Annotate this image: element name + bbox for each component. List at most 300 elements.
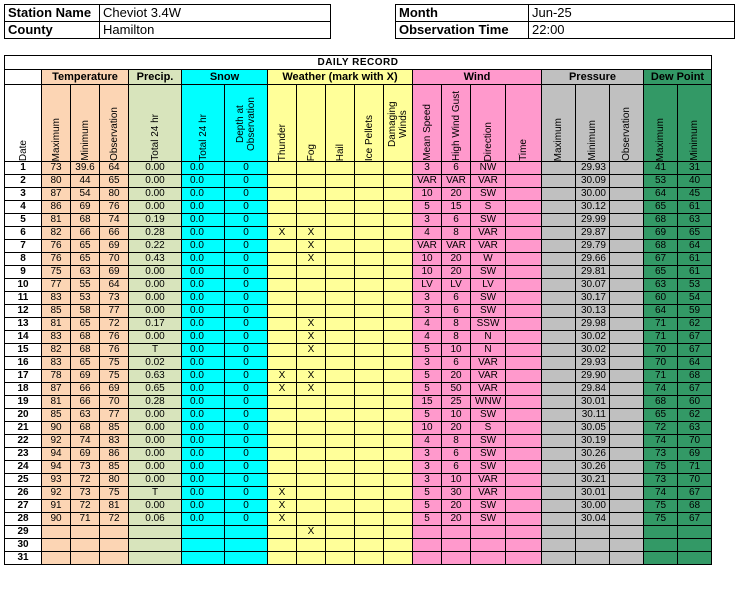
cell-mean-speed[interactable]: 3 <box>413 305 442 318</box>
cell-snow-total[interactable]: 0.0 <box>182 318 225 331</box>
cell-dewpoint-min[interactable]: 61 <box>678 201 712 214</box>
cell-temp-obs[interactable]: 83 <box>100 435 129 448</box>
cell-damaging-winds[interactable] <box>384 214 413 227</box>
cell-date[interactable]: 16 <box>5 357 42 370</box>
cell-fog[interactable] <box>297 487 326 500</box>
cell-pressure-obs[interactable] <box>610 435 644 448</box>
cell-thunder[interactable] <box>268 409 297 422</box>
cell-wind-gust[interactable]: 10 <box>442 474 471 487</box>
cell-damaging-winds[interactable] <box>384 474 413 487</box>
cell-temp-min[interactable]: 53 <box>71 292 100 305</box>
cell-temp-min[interactable]: 69 <box>71 448 100 461</box>
cell-temp-obs[interactable]: 85 <box>100 422 129 435</box>
cell-fog[interactable] <box>297 214 326 227</box>
cell-thunder[interactable] <box>268 253 297 266</box>
cell-temp-max[interactable]: 83 <box>42 357 71 370</box>
cell-precip[interactable]: 0.00 <box>129 422 182 435</box>
cell-damaging-winds[interactable] <box>384 292 413 305</box>
cell-ice-pellets[interactable] <box>355 162 384 175</box>
cell-dewpoint-max[interactable]: 70 <box>644 357 678 370</box>
cell-temp-obs[interactable]: 72 <box>100 318 129 331</box>
cell-precip[interactable]: 0.02 <box>129 357 182 370</box>
cell-dewpoint-max[interactable]: 73 <box>644 474 678 487</box>
cell-mean-speed[interactable]: 10 <box>413 188 442 201</box>
cell-snow-total[interactable]: 0.0 <box>182 175 225 188</box>
cell-temp-obs[interactable]: 69 <box>100 240 129 253</box>
cell-temp-min[interactable]: 66 <box>71 383 100 396</box>
cell-wind-direction[interactable]: S <box>471 201 506 214</box>
cell-temp-obs[interactable]: 69 <box>100 383 129 396</box>
cell-snow-total[interactable]: 0.0 <box>182 448 225 461</box>
cell-hail[interactable] <box>326 331 355 344</box>
cell-pressure-min[interactable]: 29.66 <box>576 253 610 266</box>
cell-temp-obs[interactable]: 85 <box>100 461 129 474</box>
cell-wind-gust[interactable]: LV <box>442 279 471 292</box>
cell-snow-total[interactable]: 0.0 <box>182 370 225 383</box>
cell-pressure-obs[interactable] <box>610 513 644 526</box>
cell-wind-time[interactable] <box>506 474 542 487</box>
cell-ice-pellets[interactable] <box>355 474 384 487</box>
cell-hail[interactable] <box>326 487 355 500</box>
cell-wind-time[interactable] <box>506 162 542 175</box>
cell-precip[interactable]: 0.22 <box>129 240 182 253</box>
cell-temp-obs[interactable]: 75 <box>100 357 129 370</box>
cell-snow-depth[interactable]: 0 <box>225 227 268 240</box>
cell-snow-depth[interactable]: 0 <box>225 240 268 253</box>
cell-temp-obs[interactable] <box>100 526 129 539</box>
cell-wind-time[interactable] <box>506 396 542 409</box>
cell-pressure-max[interactable] <box>542 435 576 448</box>
cell-mean-speed[interactable] <box>413 552 442 565</box>
cell-mean-speed[interactable]: 3 <box>413 214 442 227</box>
cell-wind-time[interactable] <box>506 513 542 526</box>
cell-temp-max[interactable]: 73 <box>42 162 71 175</box>
cell-pressure-obs[interactable] <box>610 357 644 370</box>
cell-wind-direction[interactable]: SW <box>471 409 506 422</box>
cell-wind-gust[interactable] <box>442 552 471 565</box>
cell-ice-pellets[interactable] <box>355 318 384 331</box>
cell-date[interactable]: 28 <box>5 513 42 526</box>
cell-dewpoint-max[interactable]: 74 <box>644 383 678 396</box>
cell-wind-direction[interactable]: SW <box>471 305 506 318</box>
cell-temp-obs[interactable]: 66 <box>100 227 129 240</box>
cell-thunder[interactable] <box>268 422 297 435</box>
cell-precip[interactable]: 0.00 <box>129 461 182 474</box>
cell-dewpoint-max[interactable]: 63 <box>644 279 678 292</box>
cell-wind-gust[interactable]: 8 <box>442 318 471 331</box>
cell-damaging-winds[interactable] <box>384 539 413 552</box>
cell-pressure-min[interactable]: 30.12 <box>576 201 610 214</box>
cell-wind-time[interactable] <box>506 227 542 240</box>
cell-temp-min[interactable]: 73 <box>71 461 100 474</box>
cell-snow-depth[interactable]: 0 <box>225 266 268 279</box>
cell-wind-gust[interactable]: 6 <box>442 214 471 227</box>
cell-mean-speed[interactable] <box>413 539 442 552</box>
cell-fog[interactable]: X <box>297 318 326 331</box>
cell-mean-speed[interactable]: 5 <box>413 513 442 526</box>
cell-pressure-obs[interactable] <box>610 370 644 383</box>
cell-wind-time[interactable] <box>506 552 542 565</box>
cell-mean-speed[interactable]: 10 <box>413 253 442 266</box>
cell-wind-gust[interactable]: 20 <box>442 500 471 513</box>
cell-mean-speed[interactable]: 5 <box>413 370 442 383</box>
cell-pressure-obs[interactable] <box>610 474 644 487</box>
cell-date[interactable]: 29 <box>5 526 42 539</box>
cell-dewpoint-max[interactable]: 64 <box>644 188 678 201</box>
cell-temp-obs[interactable]: 72 <box>100 513 129 526</box>
cell-wind-time[interactable] <box>506 201 542 214</box>
cell-pressure-max[interactable] <box>542 240 576 253</box>
cell-hail[interactable] <box>326 513 355 526</box>
cell-wind-gust[interactable]: 20 <box>442 370 471 383</box>
cell-temp-obs[interactable]: 76 <box>100 331 129 344</box>
cell-damaging-winds[interactable] <box>384 370 413 383</box>
cell-dewpoint-max[interactable]: 75 <box>644 461 678 474</box>
cell-wind-time[interactable] <box>506 435 542 448</box>
cell-damaging-winds[interactable] <box>384 383 413 396</box>
cell-date[interactable]: 2 <box>5 175 42 188</box>
cell-temp-min[interactable]: 55 <box>71 279 100 292</box>
cell-pressure-max[interactable] <box>542 331 576 344</box>
cell-damaging-winds[interactable] <box>384 227 413 240</box>
cell-wind-time[interactable] <box>506 383 542 396</box>
cell-wind-gust[interactable]: 25 <box>442 396 471 409</box>
cell-precip[interactable]: T <box>129 487 182 500</box>
cell-dewpoint-min[interactable]: 70 <box>678 474 712 487</box>
cell-snow-total[interactable]: 0.0 <box>182 396 225 409</box>
cell-snow-depth[interactable]: 0 <box>225 305 268 318</box>
cell-wind-gust[interactable]: 6 <box>442 305 471 318</box>
cell-temp-obs[interactable]: 74 <box>100 214 129 227</box>
cell-thunder[interactable] <box>268 214 297 227</box>
cell-date[interactable]: 30 <box>5 539 42 552</box>
cell-dewpoint-max[interactable] <box>644 526 678 539</box>
cell-date[interactable]: 15 <box>5 344 42 357</box>
cell-mean-speed[interactable]: 5 <box>413 487 442 500</box>
cell-pressure-min[interactable]: 29.93 <box>576 357 610 370</box>
cell-snow-depth[interactable]: 0 <box>225 487 268 500</box>
cell-date[interactable]: 26 <box>5 487 42 500</box>
cell-ice-pellets[interactable] <box>355 370 384 383</box>
cell-ice-pellets[interactable] <box>355 526 384 539</box>
cell-damaging-winds[interactable] <box>384 396 413 409</box>
cell-pressure-min[interactable]: 30.02 <box>576 344 610 357</box>
cell-hail[interactable] <box>326 214 355 227</box>
cell-wind-gust[interactable]: 8 <box>442 435 471 448</box>
cell-temp-min[interactable]: 69 <box>71 370 100 383</box>
cell-temp-max[interactable] <box>42 526 71 539</box>
cell-fog[interactable]: X <box>297 227 326 240</box>
cell-dewpoint-max[interactable]: 68 <box>644 396 678 409</box>
cell-wind-gust[interactable]: 20 <box>442 422 471 435</box>
cell-precip[interactable]: 0.65 <box>129 383 182 396</box>
cell-temp-obs[interactable]: 70 <box>100 396 129 409</box>
cell-dewpoint-min[interactable]: 67 <box>678 513 712 526</box>
cell-temp-min[interactable]: 39.6 <box>71 162 100 175</box>
cell-temp-min[interactable]: 71 <box>71 513 100 526</box>
cell-pressure-min[interactable]: 29.87 <box>576 227 610 240</box>
cell-hail[interactable] <box>326 448 355 461</box>
cell-precip[interactable]: 0.00 <box>129 162 182 175</box>
cell-pressure-max[interactable] <box>542 526 576 539</box>
cell-fog[interactable]: X <box>297 383 326 396</box>
cell-temp-obs[interactable]: 75 <box>100 370 129 383</box>
cell-mean-speed[interactable]: 4 <box>413 331 442 344</box>
cell-precip[interactable]: 0.28 <box>129 396 182 409</box>
cell-temp-obs[interactable]: 64 <box>100 279 129 292</box>
cell-precip[interactable]: 0.00 <box>129 201 182 214</box>
cell-pressure-min[interactable]: 30.01 <box>576 396 610 409</box>
cell-wind-gust[interactable]: 8 <box>442 331 471 344</box>
cell-ice-pellets[interactable] <box>355 266 384 279</box>
cell-temp-obs[interactable]: 73 <box>100 292 129 305</box>
cell-pressure-obs[interactable] <box>610 175 644 188</box>
cell-wind-gust[interactable]: 50 <box>442 383 471 396</box>
cell-snow-depth[interactable]: 0 <box>225 435 268 448</box>
cell-dewpoint-min[interactable]: 62 <box>678 318 712 331</box>
cell-hail[interactable] <box>326 344 355 357</box>
cell-pressure-min[interactable]: 30.09 <box>576 175 610 188</box>
cell-snow-depth[interactable]: 0 <box>225 318 268 331</box>
cell-fog[interactable] <box>297 162 326 175</box>
cell-damaging-winds[interactable] <box>384 487 413 500</box>
cell-dewpoint-min[interactable]: 65 <box>678 227 712 240</box>
cell-precip[interactable]: 0.00 <box>129 305 182 318</box>
cell-date[interactable]: 25 <box>5 474 42 487</box>
cell-fog[interactable]: X <box>297 526 326 539</box>
cell-temp-max[interactable]: 90 <box>42 422 71 435</box>
cell-pressure-min[interactable]: 30.26 <box>576 461 610 474</box>
cell-ice-pellets[interactable] <box>355 461 384 474</box>
cell-pressure-min[interactable]: 30.19 <box>576 435 610 448</box>
cell-ice-pellets[interactable] <box>355 331 384 344</box>
cell-wind-direction[interactable]: SW <box>471 266 506 279</box>
cell-precip[interactable]: 0.17 <box>129 318 182 331</box>
cell-precip[interactable]: 0.06 <box>129 513 182 526</box>
cell-pressure-max[interactable] <box>542 305 576 318</box>
cell-fog[interactable] <box>297 552 326 565</box>
cell-fog[interactable] <box>297 305 326 318</box>
cell-wind-direction[interactable]: VAR <box>471 357 506 370</box>
cell-temp-min[interactable]: 74 <box>71 435 100 448</box>
cell-snow-depth[interactable]: 0 <box>225 383 268 396</box>
cell-dewpoint-min[interactable]: 68 <box>678 370 712 383</box>
cell-pressure-min[interactable]: 29.99 <box>576 214 610 227</box>
cell-temp-min[interactable]: 72 <box>71 474 100 487</box>
cell-wind-direction[interactable]: N <box>471 344 506 357</box>
cell-pressure-max[interactable] <box>542 318 576 331</box>
cell-wind-time[interactable] <box>506 292 542 305</box>
cell-fog[interactable] <box>297 266 326 279</box>
cell-temp-obs[interactable]: 64 <box>100 162 129 175</box>
cell-hail[interactable] <box>326 396 355 409</box>
cell-dewpoint-max[interactable]: 75 <box>644 513 678 526</box>
cell-temp-max[interactable]: 81 <box>42 214 71 227</box>
cell-thunder[interactable] <box>268 175 297 188</box>
cell-dewpoint-max[interactable]: 75 <box>644 500 678 513</box>
cell-snow-depth[interactable]: 0 <box>225 422 268 435</box>
cell-temp-min[interactable]: 65 <box>71 357 100 370</box>
cell-pressure-obs[interactable] <box>610 344 644 357</box>
cell-ice-pellets[interactable] <box>355 357 384 370</box>
observation-time-value[interactable]: 22:00 <box>529 22 735 39</box>
cell-wind-time[interactable] <box>506 175 542 188</box>
cell-date[interactable]: 6 <box>5 227 42 240</box>
cell-pressure-max[interactable] <box>542 500 576 513</box>
cell-mean-speed[interactable]: 3 <box>413 448 442 461</box>
cell-thunder[interactable] <box>268 461 297 474</box>
cell-damaging-winds[interactable] <box>384 448 413 461</box>
cell-thunder[interactable] <box>268 435 297 448</box>
cell-thunder[interactable] <box>268 266 297 279</box>
cell-fog[interactable] <box>297 422 326 435</box>
cell-pressure-min[interactable]: 30.17 <box>576 292 610 305</box>
cell-dewpoint-max[interactable]: 74 <box>644 435 678 448</box>
cell-damaging-winds[interactable] <box>384 279 413 292</box>
cell-snow-depth[interactable] <box>225 552 268 565</box>
cell-fog[interactable] <box>297 448 326 461</box>
cell-temp-obs[interactable]: 81 <box>100 500 129 513</box>
cell-pressure-obs[interactable] <box>610 214 644 227</box>
cell-pressure-min[interactable]: 29.79 <box>576 240 610 253</box>
cell-pressure-obs[interactable] <box>610 539 644 552</box>
cell-mean-speed[interactable]: 15 <box>413 396 442 409</box>
cell-hail[interactable] <box>326 422 355 435</box>
cell-wind-gust[interactable]: 30 <box>442 487 471 500</box>
cell-temp-min[interactable]: 65 <box>71 253 100 266</box>
cell-dewpoint-min[interactable]: 67 <box>678 331 712 344</box>
cell-wind-gust[interactable]: VAR <box>442 175 471 188</box>
cell-pressure-max[interactable] <box>542 188 576 201</box>
cell-mean-speed[interactable]: 5 <box>413 409 442 422</box>
cell-wind-direction[interactable]: VAR <box>471 240 506 253</box>
cell-wind-gust[interactable] <box>442 539 471 552</box>
cell-wind-time[interactable] <box>506 279 542 292</box>
county-value[interactable]: Hamilton <box>100 22 331 39</box>
cell-temp-min[interactable]: 63 <box>71 409 100 422</box>
cell-snow-total[interactable]: 0.0 <box>182 344 225 357</box>
cell-wind-time[interactable] <box>506 305 542 318</box>
cell-pressure-min[interactable]: 30.00 <box>576 188 610 201</box>
cell-thunder[interactable] <box>268 279 297 292</box>
cell-mean-speed[interactable]: 4 <box>413 227 442 240</box>
cell-damaging-winds[interactable] <box>384 188 413 201</box>
cell-pressure-min[interactable] <box>576 552 610 565</box>
cell-snow-depth[interactable]: 0 <box>225 448 268 461</box>
cell-damaging-winds[interactable] <box>384 422 413 435</box>
cell-pressure-obs[interactable] <box>610 266 644 279</box>
cell-temp-min[interactable] <box>71 526 100 539</box>
cell-fog[interactable] <box>297 500 326 513</box>
cell-pressure-obs[interactable] <box>610 162 644 175</box>
cell-wind-time[interactable] <box>506 240 542 253</box>
cell-temp-max[interactable]: 76 <box>42 253 71 266</box>
cell-ice-pellets[interactable] <box>355 227 384 240</box>
cell-precip[interactable]: 0.00 <box>129 175 182 188</box>
cell-dewpoint-min[interactable]: 61 <box>678 253 712 266</box>
cell-dewpoint-max[interactable]: 74 <box>644 487 678 500</box>
cell-snow-depth[interactable]: 0 <box>225 474 268 487</box>
cell-temp-obs[interactable]: 80 <box>100 188 129 201</box>
cell-temp-max[interactable]: 83 <box>42 331 71 344</box>
cell-pressure-obs[interactable] <box>610 331 644 344</box>
cell-snow-depth[interactable]: 0 <box>225 370 268 383</box>
cell-temp-obs[interactable]: 77 <box>100 305 129 318</box>
cell-date[interactable]: 19 <box>5 396 42 409</box>
cell-pressure-min[interactable]: 29.93 <box>576 162 610 175</box>
cell-date[interactable]: 10 <box>5 279 42 292</box>
cell-temp-obs[interactable]: 70 <box>100 253 129 266</box>
cell-wind-time[interactable] <box>506 448 542 461</box>
cell-snow-depth[interactable]: 0 <box>225 214 268 227</box>
cell-precip[interactable]: 0.63 <box>129 370 182 383</box>
cell-mean-speed[interactable]: 4 <box>413 435 442 448</box>
cell-pressure-obs[interactable] <box>610 305 644 318</box>
cell-temp-obs[interactable] <box>100 539 129 552</box>
cell-wind-direction[interactable]: VAR <box>471 474 506 487</box>
cell-snow-depth[interactable]: 0 <box>225 162 268 175</box>
cell-snow-total[interactable] <box>182 539 225 552</box>
cell-snow-total[interactable]: 0.0 <box>182 422 225 435</box>
cell-dewpoint-min[interactable]: 59 <box>678 305 712 318</box>
cell-wind-direction[interactable]: NW <box>471 162 506 175</box>
cell-pressure-obs[interactable] <box>610 240 644 253</box>
cell-snow-total[interactable]: 0.0 <box>182 305 225 318</box>
cell-precip[interactable]: 0.00 <box>129 409 182 422</box>
cell-dewpoint-max[interactable]: 71 <box>644 370 678 383</box>
cell-dewpoint-max[interactable]: 72 <box>644 422 678 435</box>
cell-damaging-winds[interactable] <box>384 253 413 266</box>
cell-wind-gust[interactable]: 6 <box>442 461 471 474</box>
cell-wind-time[interactable] <box>506 188 542 201</box>
cell-ice-pellets[interactable] <box>355 201 384 214</box>
cell-mean-speed[interactable]: 5 <box>413 344 442 357</box>
cell-snow-total[interactable]: 0.0 <box>182 227 225 240</box>
cell-thunder[interactable] <box>268 344 297 357</box>
cell-pressure-min[interactable]: 30.13 <box>576 305 610 318</box>
cell-snow-depth[interactable] <box>225 526 268 539</box>
cell-wind-direction[interactable]: VAR <box>471 383 506 396</box>
cell-ice-pellets[interactable] <box>355 435 384 448</box>
cell-dewpoint-min[interactable]: 67 <box>678 487 712 500</box>
cell-hail[interactable] <box>326 461 355 474</box>
cell-fog[interactable]: X <box>297 240 326 253</box>
cell-wind-time[interactable] <box>506 266 542 279</box>
cell-dewpoint-max[interactable]: 65 <box>644 409 678 422</box>
cell-wind-direction[interactable]: SSW <box>471 318 506 331</box>
cell-wind-time[interactable] <box>506 526 542 539</box>
cell-snow-depth[interactable]: 0 <box>225 175 268 188</box>
cell-snow-total[interactable]: 0.0 <box>182 214 225 227</box>
cell-snow-total[interactable]: 0.0 <box>182 487 225 500</box>
cell-snow-depth[interactable]: 0 <box>225 344 268 357</box>
cell-thunder[interactable]: X <box>268 227 297 240</box>
cell-snow-depth[interactable]: 0 <box>225 461 268 474</box>
cell-temp-obs[interactable]: 65 <box>100 175 129 188</box>
cell-dewpoint-max[interactable]: 73 <box>644 448 678 461</box>
cell-ice-pellets[interactable] <box>355 383 384 396</box>
cell-wind-time[interactable] <box>506 422 542 435</box>
cell-dewpoint-min[interactable] <box>678 539 712 552</box>
cell-date[interactable]: 7 <box>5 240 42 253</box>
cell-temp-min[interactable]: 54 <box>71 188 100 201</box>
cell-hail[interactable] <box>326 357 355 370</box>
cell-pressure-obs[interactable] <box>610 383 644 396</box>
cell-hail[interactable] <box>326 266 355 279</box>
cell-dewpoint-max[interactable] <box>644 552 678 565</box>
cell-dewpoint-max[interactable]: 68 <box>644 240 678 253</box>
cell-ice-pellets[interactable] <box>355 422 384 435</box>
